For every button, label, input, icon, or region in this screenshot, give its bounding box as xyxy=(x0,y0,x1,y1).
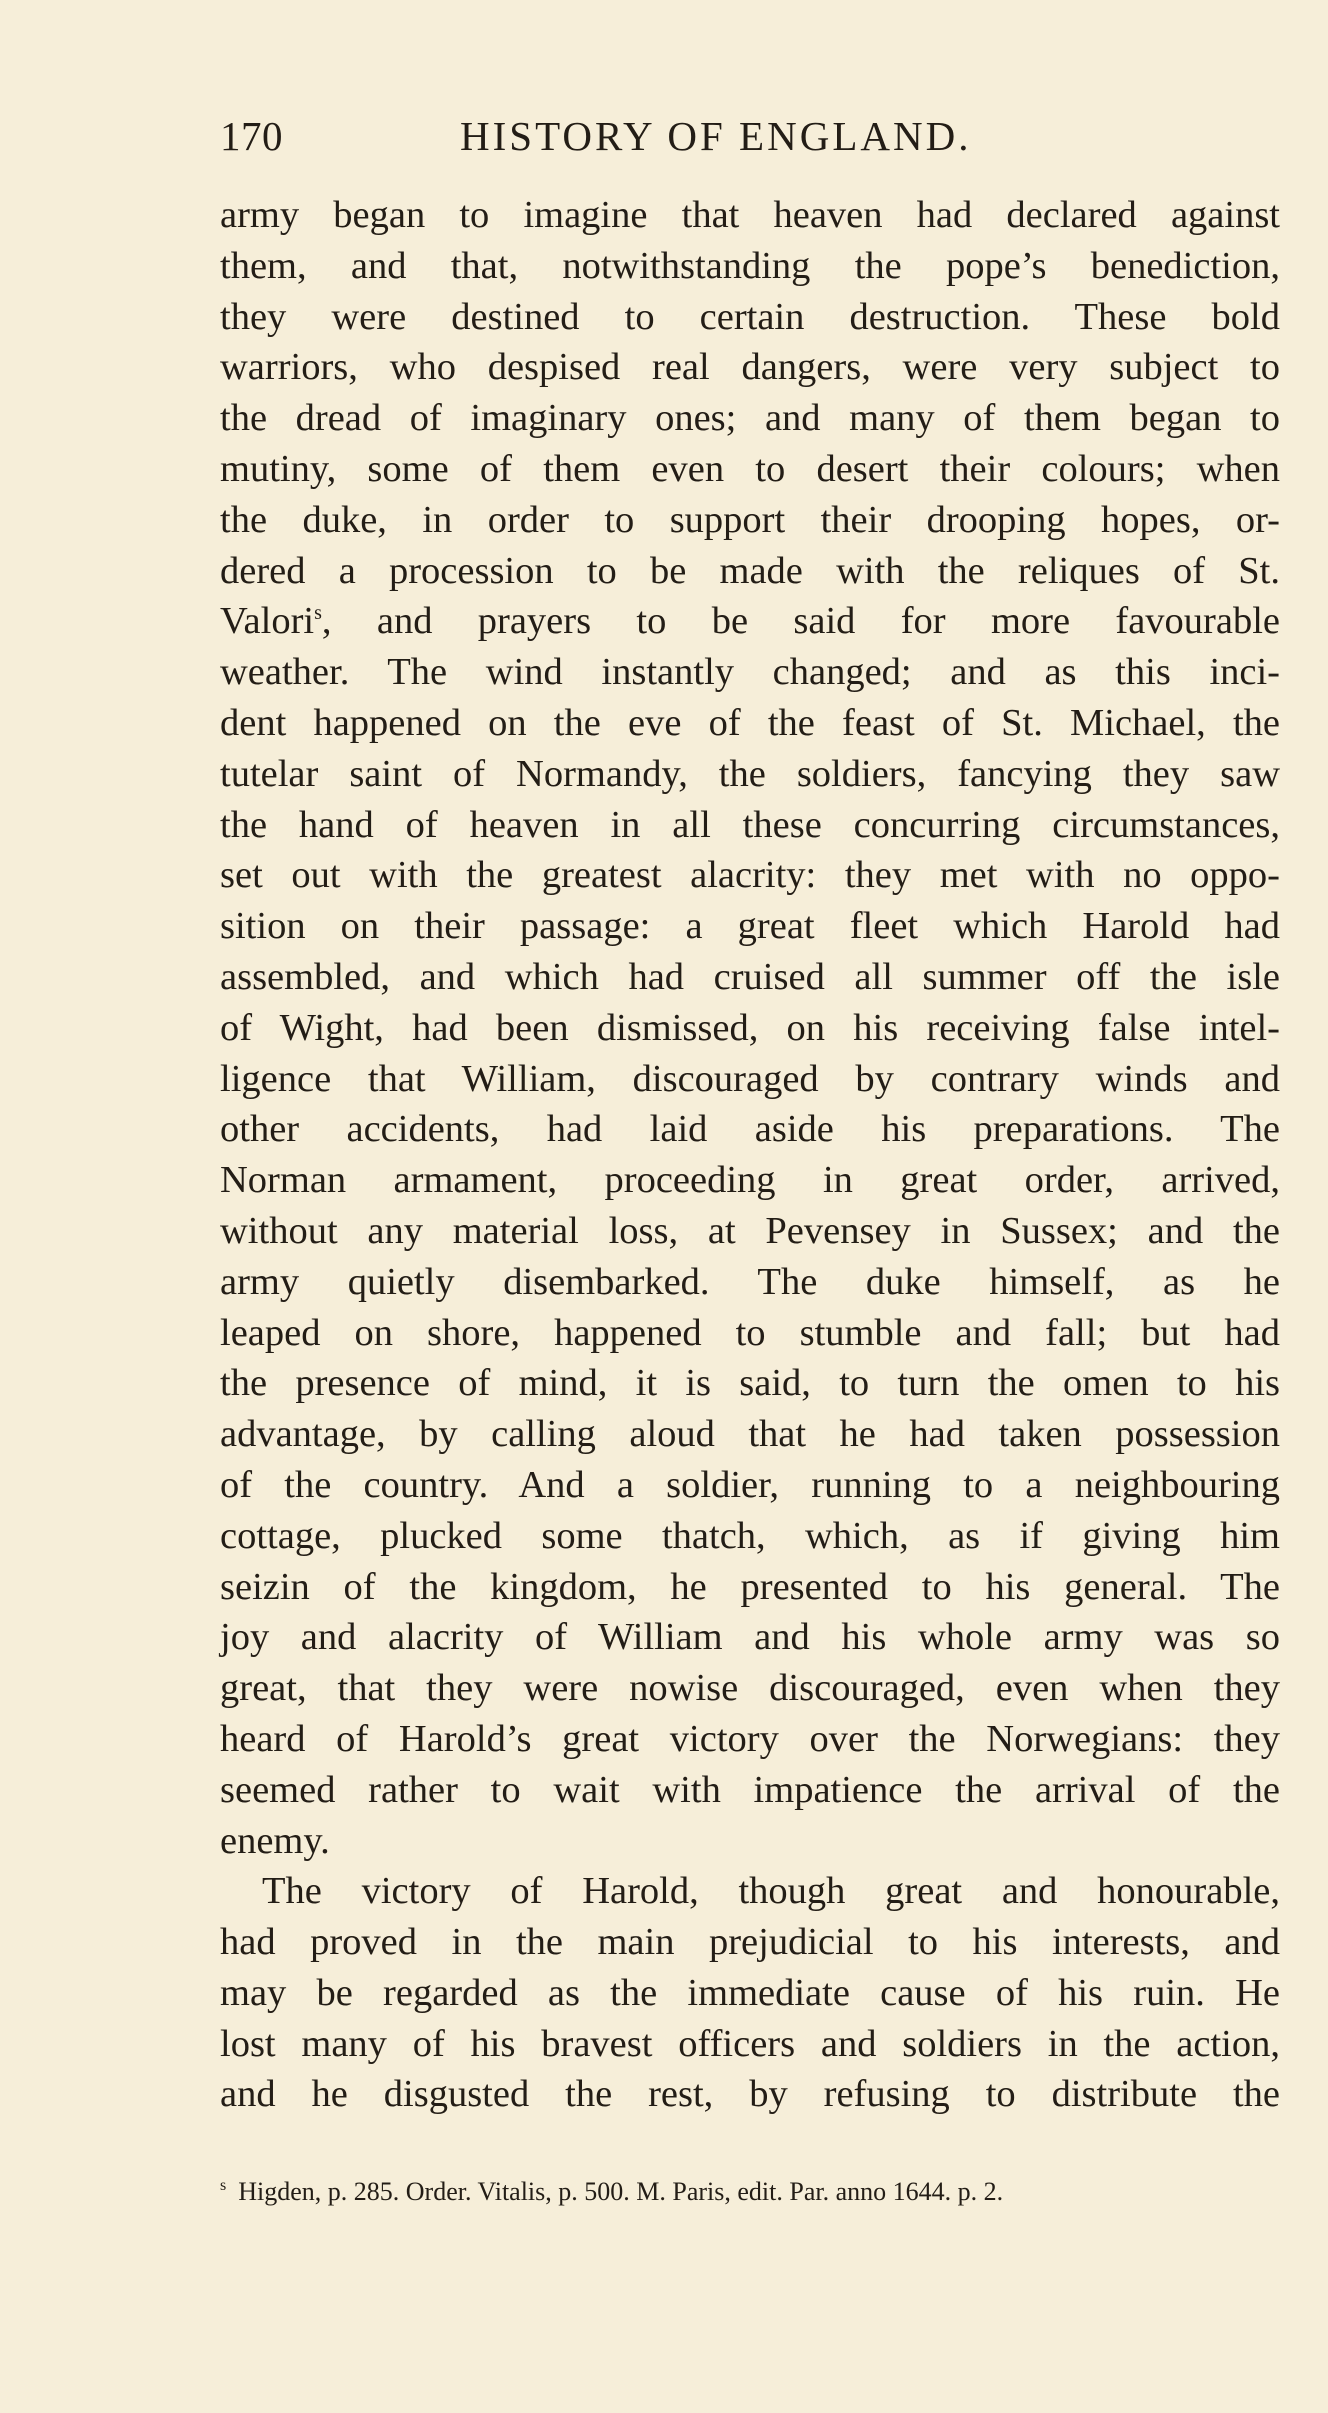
footnote xyxy=(220,2168,1290,2210)
text-line: assembled, and which had cruised all summer off the isle xyxy=(220,955,1280,998)
paragraph-end-line: enemy. xyxy=(220,1819,330,1862)
text-line: heard of Harold’s great victory over the Norwegians: they xyxy=(220,1717,1280,1760)
text-line: ligence that William, discouraged by contrary winds and xyxy=(220,1057,1280,1100)
text-line: Norman armament, proceeding in great order, arrived, xyxy=(220,1159,1280,1202)
text-line: mutiny, some of them even to desert their colours; when xyxy=(220,447,1280,490)
text-line: sition on their passage: a great fleet which Harold had xyxy=(220,905,1280,948)
running-head xyxy=(220,112,1290,172)
footnote-text: Higden, p. 285. Order. Vitalis, p. 500. M. Paris, edit. Par. anno 1644. p. 2. xyxy=(238,2177,1004,2206)
text-line: and he disgusted the rest, by refusing to distribute the xyxy=(220,2073,1280,2116)
text-line: without any material loss, at Pevensey in Sussex; and the xyxy=(220,1209,1280,1252)
body-text xyxy=(220,190,1280,2120)
text-line: had proved in the main prejudicial to his interests, and xyxy=(220,1921,1280,1964)
paragraph-start-line: The victory of Harold, though great and honourable, xyxy=(262,1870,1280,1913)
text-line: army quietly disembarked. The duke himself, as he xyxy=(220,1260,1280,1303)
footnote-mark: s xyxy=(220,2177,227,2194)
text-line: other accidents, had laid aside his preparations. The xyxy=(220,1108,1280,1151)
text-line: the hand of heaven in all these concurring circumstances, xyxy=(220,803,1280,846)
text-line: lost many of his bravest officers and soldiers in the action, xyxy=(220,2022,1280,2065)
footnote-reference: s xyxy=(314,602,322,625)
text-fragment: Valori xyxy=(220,600,315,643)
running-title: HISTORY OF ENGLAND. xyxy=(460,113,972,159)
text-line: the presence of mind, it is said, to turn the omen to his xyxy=(220,1362,1280,1405)
text-line-with-footnote-ref xyxy=(220,596,1280,647)
text-line: advantage, by calling aloud that he had taken possession xyxy=(220,1413,1280,1456)
text-line: of Wight, had been dismissed, on his receiving false intel- xyxy=(220,1006,1280,1049)
text-line: seemed rather to wait with impatience the arrival of the xyxy=(220,1768,1280,1811)
text-line: dent happened on the eve of the feast of St. Michael, the xyxy=(220,701,1280,744)
text-line: army began to imagine that heaven had declared against xyxy=(220,194,1280,236)
text-line: cottage, plucked some thatch, which, as if giving him xyxy=(220,1514,1280,1557)
text-line: great, that they were nowise discouraged, even when they xyxy=(220,1667,1280,1710)
text-line: them, and that, notwithstanding the pope’s benediction, xyxy=(220,244,1280,287)
text-line: set out with the greatest alacrity: they met with no oppo- xyxy=(220,854,1280,897)
text-line: seizin of the kingdom, he presented to his general. The xyxy=(220,1565,1280,1608)
text-line: warriors, who despised real dangers, were very subject to xyxy=(220,346,1280,389)
text-line: may be regarded as the immediate cause of his ruin. He xyxy=(220,1971,1280,2014)
text-line: they were destined to certain destruction. These bold xyxy=(220,295,1280,338)
text-line: tutelar saint of Normandy, the soldiers, fancying they saw xyxy=(220,752,1280,795)
text-fragment: , and prayers to be said for more favourable xyxy=(321,600,1280,643)
page-number: 170 xyxy=(220,113,283,159)
text-line: joy and alacrity of William and his whole army was so xyxy=(220,1616,1280,1659)
text-line: weather. The wind instantly changed; and as this inci- xyxy=(220,651,1280,694)
text-line: the duke, in order to support their drooping hopes, or- xyxy=(220,498,1280,541)
text-line: the dread of imaginary ones; and many of them began to xyxy=(220,397,1280,440)
text-line: of the country. And a soldier, running to a neighbouring xyxy=(220,1463,1280,1506)
text-line: leaped on shore, happened to stumble and fall; but had xyxy=(220,1311,1280,1354)
text-line: dered a procession to be made with the reliques of St. xyxy=(220,549,1280,592)
